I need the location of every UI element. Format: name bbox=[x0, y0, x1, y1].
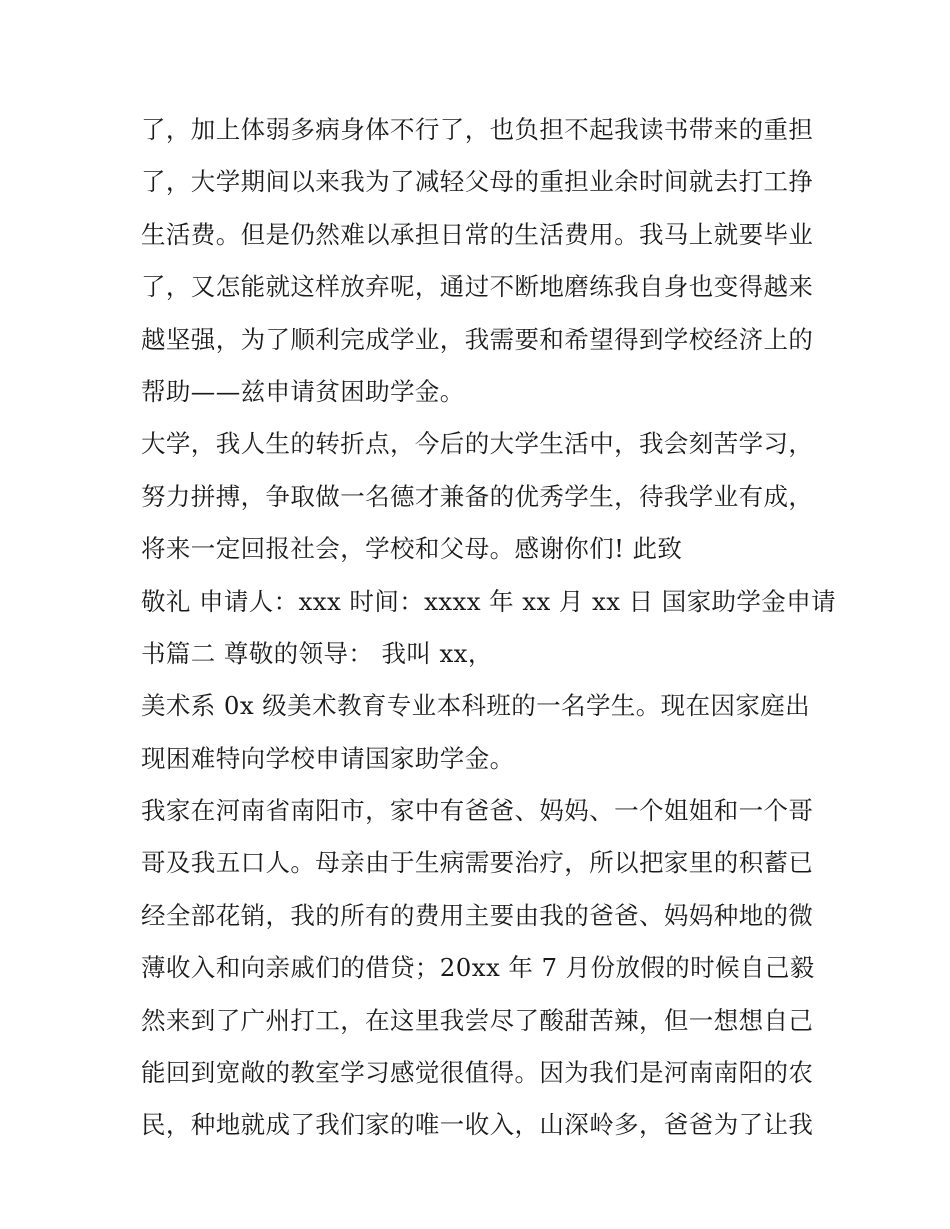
text-line: 书篇二 尊敬的领导： 我叫 xx， bbox=[141, 638, 493, 668]
text-line: 了，又怎能就这样放弃呢，通过不断地磨练我自身也变得越来 bbox=[141, 272, 814, 302]
text-line: 努力拼搏，争取做一名德才兼备的优秀学生，待我学业有成， bbox=[141, 481, 814, 511]
text-line: 能回到宽敞的教室学习感觉很值得。因为我们是河南南阳的农 bbox=[141, 1058, 814, 1088]
text-line: 薄收入和向亲戚们的借贷；20xx 年 7 月份放假的时候自己毅 bbox=[141, 953, 815, 983]
text-line: 了，大学期间以来我为了减轻父母的重担业余时间就去打工挣 bbox=[141, 167, 814, 197]
text-line: 我家在河南省南阳市，家中有爸爸、妈妈、一个姐姐和一个哥 bbox=[141, 796, 814, 826]
text-line: 敬礼 申请人：xxx 时间：xxxx 年 xx 月 xx 日 国家助学金申请 bbox=[141, 586, 836, 616]
text-line: 然来到了广州打工，在这里我尝尽了酸甜苦辣，但一想想自己 bbox=[141, 1005, 814, 1035]
text-line: 将来一定回报社会，学校和父母。感谢你们! 此致 bbox=[141, 534, 683, 564]
text-line: 民，种地就成了我们家的唯一收入，山深岭多，爸爸为了让我 bbox=[141, 1110, 814, 1140]
text-line: 帮助——兹申请贫困助学金。 bbox=[141, 376, 465, 406]
text-line: 了，加上体弱多病身体不行了，也负担不起我读书带来的重担 bbox=[141, 115, 814, 144]
body-text bbox=[141, 104, 836, 1152]
text-line: 生活费。但是仍然难以承担日常的生活费用。我马上就要毕业 bbox=[141, 219, 814, 249]
text-line: 美术系 0x 级美术教育专业本科班的一名学生。现在因家庭出 bbox=[141, 691, 811, 721]
text-line: 经全部花销，我的所有的费用主要由我的爸爸、妈妈种地的微 bbox=[141, 900, 814, 930]
text-line: 大学，我人生的转折点，今后的大学生活中，我会刻苦学习， bbox=[141, 429, 814, 459]
text-line: 越坚强，为了顺利完成学业，我需要和希望得到学校经济上的 bbox=[141, 324, 814, 354]
text-line: 现困难特向学校申请国家助学金。 bbox=[141, 743, 515, 773]
text-line: 哥及我五口人。母亲由于生病需要治疗，所以把家里的积蓄已 bbox=[141, 848, 814, 878]
